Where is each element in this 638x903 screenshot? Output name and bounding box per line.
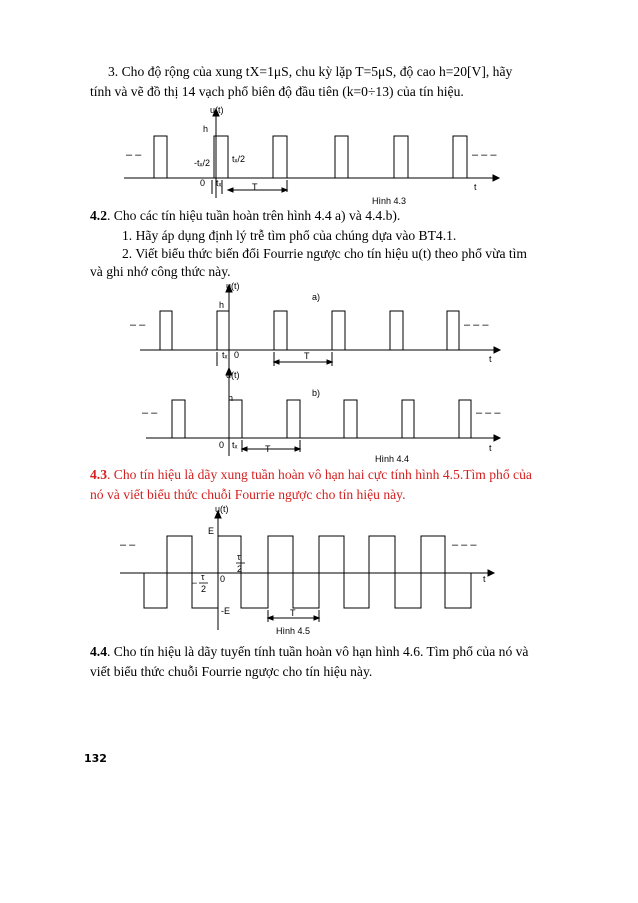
fig44b-t: t (489, 443, 492, 453)
fig44a-label: a) (312, 292, 321, 302)
fig44b-h: h (228, 393, 234, 403)
pulse (335, 136, 348, 178)
fig44a-dashes-left: – – (130, 319, 146, 331)
fig43-neg-half: -tₓ/2 (194, 158, 210, 168)
pulse (172, 400, 185, 438)
figure-4-4a (0, 280, 638, 370)
fig45-ylabel: u(t) (215, 504, 229, 514)
pulse (154, 136, 167, 178)
problem42-line1 (90, 206, 400, 226)
fig45-minus: − (192, 578, 198, 588)
fig43-zero: 0 (200, 178, 206, 188)
fig44a-zero: 0 (234, 350, 240, 360)
problem43-line2: nó và viết biểu thức chuỗi Fourrie ngược cho tín hiệu này. (90, 487, 406, 502)
pulse (274, 311, 287, 350)
problem42-text: . Cho các tín hiệu tuần hoàn trên hình 4.4 a) và 4.4.b). (107, 208, 401, 223)
fig45-tau-pos: τ (237, 552, 241, 562)
figure-4-3 (0, 100, 638, 210)
pulse (160, 311, 172, 350)
fig43-dashes-right: – – – (472, 149, 497, 161)
fig43-h: h (203, 124, 209, 134)
fig44b-tx: tₓ (232, 440, 238, 450)
pulse (453, 136, 467, 178)
problem42-line2: 1. Hãy áp dụng định lý trễ tìm phổ của chúng dựa vào BT4.1. (122, 228, 457, 243)
pulse (344, 400, 357, 438)
pulse (390, 311, 403, 350)
fig44a-T: T (304, 351, 310, 361)
fig45-caption: Hình 4.5 (276, 626, 311, 636)
problem42-number: 4.2 (90, 208, 107, 223)
fig44a-ylabel: u(t) (226, 281, 240, 291)
fig45-negE: -E (221, 606, 230, 616)
fig45-two-pos: 2 (237, 564, 243, 574)
fig44a-tx: tₓ (222, 350, 228, 360)
pulse (287, 400, 300, 438)
problem44-text: . Cho tín hiệu là dãy tuyến tính tuần hoàn vô hạn hình 4.6. Tìm phổ của nó và (107, 644, 529, 659)
figure-4-4b (0, 366, 638, 466)
fig45-E: E (208, 526, 215, 536)
fig45-zero: 0 (220, 574, 226, 584)
fig44b-zero: 0 (219, 440, 225, 450)
fig44a-h: h (219, 300, 225, 310)
pulse (229, 400, 242, 438)
fig45-dashes-left: – – (120, 539, 136, 551)
fig45-T: T (290, 608, 296, 618)
fig44b-ylabel: u(t) (226, 370, 240, 380)
problem42-line3: 2. Viết biểu thức biến đổi Fourrie ngược cho tín hiệu u(t) theo phổ vừa tìm (122, 246, 527, 261)
fig43-ylabel: u(t) (210, 105, 224, 115)
problem44-number: 4.4 (90, 644, 107, 659)
fig44b-caption: Hình 4.4 (375, 454, 410, 464)
problem3-line1: 3. Cho độ rộng của xung tX=1μS, chu kỳ lặp T=5μS, độ cao h=20[V], hãy (108, 64, 513, 79)
pulse (273, 136, 287, 178)
pulse (332, 311, 345, 350)
fig44b-dashes-right: – – – (476, 407, 501, 419)
fig44b-label: b) (312, 388, 321, 398)
fig45-t: t (483, 574, 486, 584)
fig45-dashes-right: – – – (452, 539, 477, 551)
problem44-line2: viết biểu thức chuỗi Fourrie ngược cho tín hiệu này. (90, 664, 373, 679)
problem42-line4: và ghi nhớ công thức này. (90, 264, 231, 279)
fig45-tau-neg: τ (201, 572, 205, 582)
pulse (217, 311, 229, 350)
fig43-dashes-left: – – (126, 149, 142, 161)
pulse (447, 311, 459, 350)
fig43-T: T (252, 182, 258, 192)
problem43-text: . Cho tín hiệu là dãy xung tuần hoàn vô hạn hai cực tính hình 4.5.Tìm phổ của (107, 467, 532, 482)
page-number: 132 (84, 752, 107, 765)
fig43-pos-half: tₓ/2 (232, 154, 245, 164)
problem3-line2: tính và vẽ đồ thị 14 vạch phổ biên độ đầu tiên (k=0÷13) của tín hiệu. (90, 84, 464, 99)
fig44a-dashes-right: – – – (464, 319, 489, 331)
figure-4-5 (0, 502, 638, 642)
problem44-line1 (90, 642, 528, 662)
fig44a-t: t (489, 354, 492, 364)
fig43-t: t (474, 182, 477, 192)
problem43-line1 (90, 465, 532, 485)
pulse (459, 400, 471, 438)
pulse (402, 400, 414, 438)
fig44b-dashes-left: – – (142, 407, 158, 419)
fig43-caption: Hình 4.3 (372, 196, 407, 206)
pulse (394, 136, 408, 178)
fig45-two-neg: 2 (201, 584, 207, 594)
fig43-tx: tₓ (216, 178, 222, 188)
fig44b-T: T (265, 444, 271, 454)
problem43-number: 4.3 (90, 467, 107, 482)
bipolar-wave (144, 536, 471, 608)
